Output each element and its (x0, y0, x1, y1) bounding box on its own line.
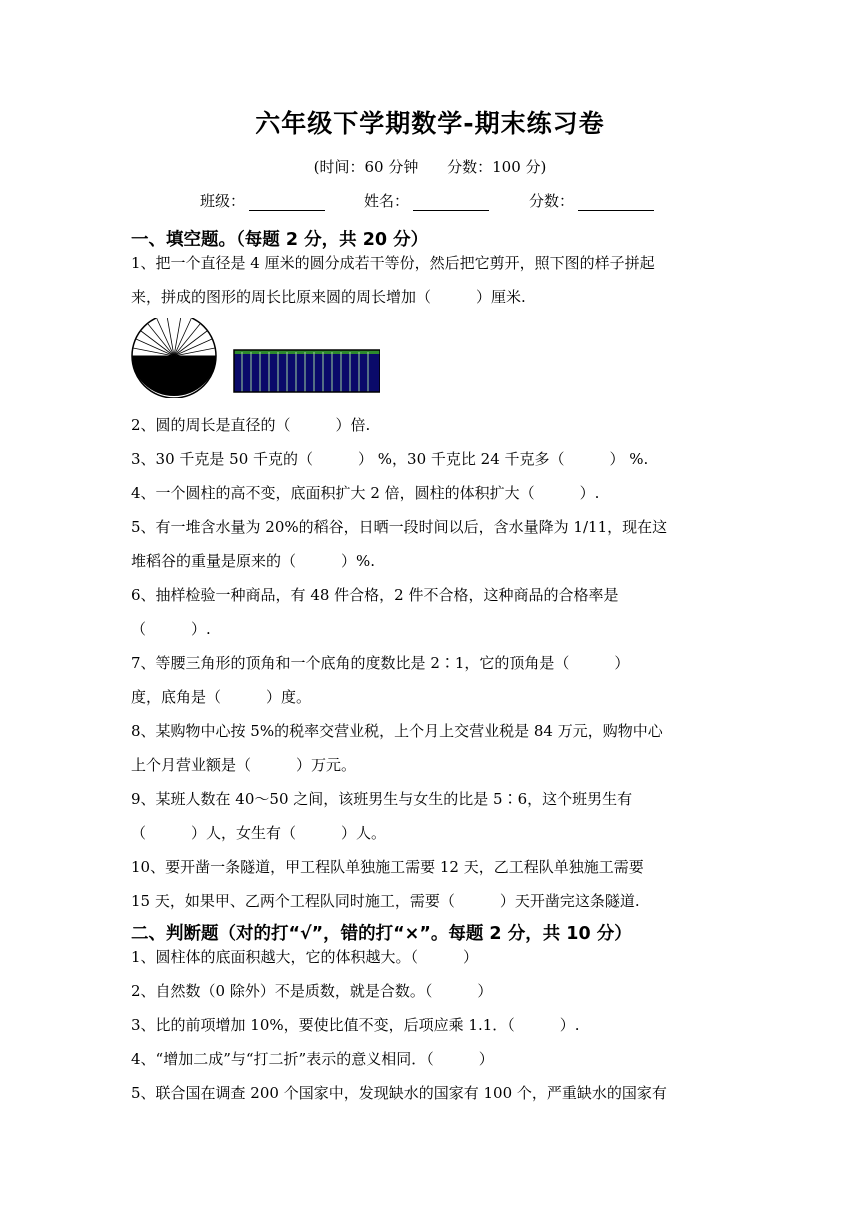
s1-line: 9、某班人数在 40～50 之间，该班男生与女生的比是 5∶6，这个班男生有 (131, 790, 633, 808)
s1-line: 堆稻谷的重量是原来的（ ）%. (131, 552, 376, 570)
s2-line: 4、“增加二成”与“打二折”表示的意义相同．（ ） (131, 1050, 494, 1068)
s1-line: 5、有一堆含水量为 20%的稻谷，日晒一段时间以后，含水量降为 1/11，现在这 (131, 518, 668, 536)
circle-rearrange-figure (130, 318, 380, 402)
s2-line: 5、联合国在调查 200 个国家中，发现缺水的国家有 100 个，严重缺水的国家有 (131, 1084, 667, 1102)
s1-line: （ ）. (131, 620, 211, 638)
rearranged-strips-icon (234, 350, 380, 392)
s1-line: 7、等腰三角形的顶角和一个底角的度数比是 2∶1，它的顶角是（ ） (131, 654, 630, 672)
score-blank (578, 193, 654, 211)
s1-line: 15 天，如果甲、乙两个工程队同时施工，需要（ ）天开凿完这条隧道. (131, 892, 640, 910)
time-info: (时间：60 分钟 (313, 158, 419, 176)
class-label: 班级： (200, 192, 246, 210)
s1-line: 来，拼成的图形的周长比原来圆的周长增加（ ）厘米. (131, 288, 526, 306)
s1-line: 1、把一个直径是 4 厘米的圆分成若干等份，然后把它剪开，照下图的样子拼起 (131, 254, 655, 272)
section2-heading: 二、判断题（对的打“√”，错的打“×”。每题 2 分，共 10 分） (131, 924, 632, 944)
name-label: 姓名： (364, 192, 410, 210)
s1-line: （ ）人，女生有（ ）人。 (131, 824, 387, 842)
s1-line: 3、30 千克是 50 千克的（ ） %，30 千克比 24 千克多（ ） %. (131, 450, 649, 468)
score-label: 分数： (529, 192, 575, 210)
score-field (529, 190, 654, 211)
s1-line: 上个月营业额是（ ）万元。 (131, 756, 357, 774)
s1-line: 10、要开凿一条隧道，甲工程队单独施工需要 12 天，乙工程队单独施工需要 (131, 858, 644, 876)
page-title: 六年级下学期数学-期末练习卷 (255, 109, 605, 138)
figure-svg (130, 318, 380, 398)
divided-circle-icon (132, 318, 216, 398)
class-blank (249, 193, 325, 211)
s2-line: 2、自然数（0 除外）不是质数，就是合数。（ ） (131, 982, 493, 1000)
s1-line: 8、某购物中心按 5%的税率交营业税，上个月上交营业税是 84 万元，购物中心 (131, 722, 663, 740)
name-blank (413, 193, 489, 211)
s2-line: 3、比的前项增加 10%，要使比值不变，后项应乘 1.1．（ ）. (131, 1016, 580, 1034)
class-field (200, 190, 325, 211)
s1-line: 度，底角是（ ）度。 (131, 688, 312, 706)
s1-line: 4、一个圆柱的高不变，底面积扩大 2 倍，圆柱的体积扩大（ ）. (131, 484, 600, 502)
section1-heading: 一、填空题。（每题 2 分，共 20 分） (131, 230, 429, 250)
name-field (364, 190, 489, 211)
score-info: 分数：100 分) (447, 158, 547, 176)
s1-line: 2、圆的周长是直径的（ ）倍. (131, 416, 371, 434)
exam-meta (0, 156, 860, 177)
s1-line: 6、抽样检验一种商品，有 48 件合格，2 件不合格，这种商品的合格率是 (131, 586, 619, 604)
s2-line: 1、圆柱体的底面积越大，它的体积越大。（ ） (131, 948, 479, 966)
